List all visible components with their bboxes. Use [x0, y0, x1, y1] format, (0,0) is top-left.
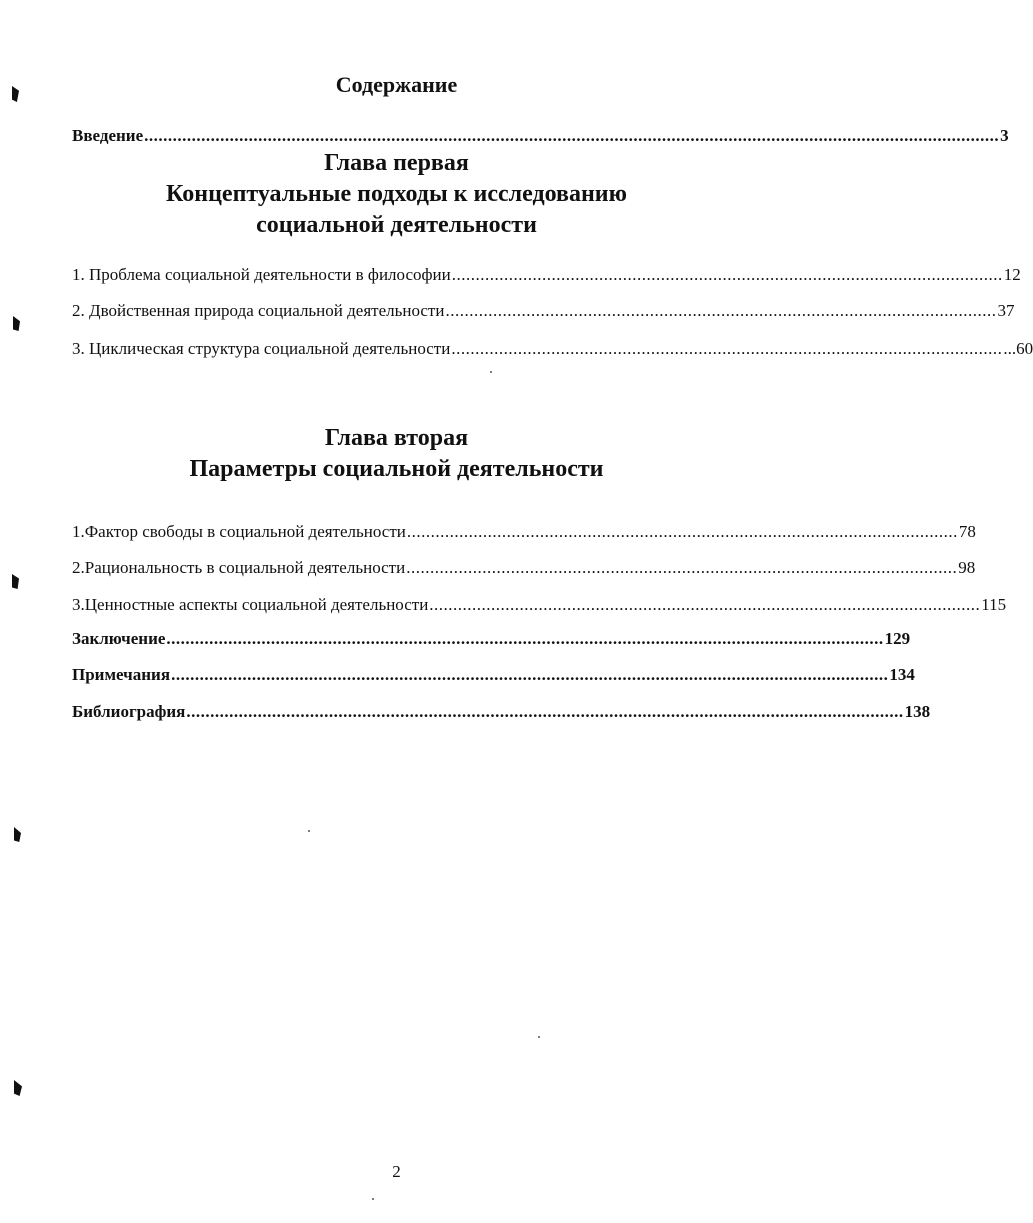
toc-entry-label: Библиография [72, 702, 186, 721]
toc-entry-label: Введение [72, 126, 144, 145]
dot-leader: .................................................................................................................... [451, 265, 1003, 284]
toc-entry-label: 3. Циклическая структура социальной деятельности [72, 339, 451, 358]
toc-entry-page: 12 [1003, 265, 1021, 284]
toc-entry[interactable] [72, 300, 1015, 322]
toc-entry-page: 98 [958, 558, 976, 577]
toc-entry-label: Примечания [72, 665, 171, 684]
toc-entry-label: 3.Ценностные аспекты социальной деятельности [72, 595, 429, 614]
chapter-heading-number: Глава вторая [324, 425, 469, 451]
dot-leader: ....................................................................................................................................................... [186, 702, 904, 721]
toc-entry-page: 37 [997, 301, 1015, 320]
toc-entry-label: 1. Проблема социальной деятельности в философии [72, 265, 451, 284]
scan-speck [490, 371, 492, 373]
scan-mark [12, 574, 19, 589]
toc-entry[interactable] [72, 557, 976, 579]
toc-entry-page: 134 [889, 665, 915, 684]
toc-entry-label: 2.Рациональность в социальной деятельности [72, 558, 406, 577]
dot-leader: .................................................................................................................... [445, 301, 997, 320]
chapter-heading-title: Концептуальные подходы к исследованию [166, 181, 627, 207]
scan-mark [13, 316, 20, 331]
dot-leader: ....................................................................................................................................................... [171, 665, 889, 684]
toc-entry-intro[interactable] [72, 125, 1009, 147]
dot-leader: ....................................................................................................................................................... [166, 629, 884, 648]
toc-entry-conclusion[interactable] [72, 628, 911, 650]
toc-entry[interactable] [72, 338, 1033, 360]
toc-entry-page: 78 [958, 522, 976, 541]
toc-entry-label: Заключение [72, 629, 166, 648]
page-title: Содержание [335, 72, 458, 97]
dot-leader: .................................................................................................................... [406, 558, 958, 577]
dot-leader: .................................................................................................................... [429, 595, 981, 614]
dot-leader: .................................................................................................................................................................................... [144, 126, 1000, 145]
dot-leader: .................................................................................................................... [406, 522, 958, 541]
scan-speck [308, 830, 310, 832]
toc-entry-page: 138 [904, 702, 931, 721]
toc-entry[interactable] [72, 594, 1007, 616]
toc-entry-page: ...60 [1003, 339, 1033, 358]
page-number: 2 [392, 1162, 401, 1181]
toc-entry-notes[interactable] [72, 664, 915, 686]
toc-entry-page: 129 [884, 629, 911, 648]
dot-leader: .................................................................................................................... [451, 339, 1003, 358]
toc-entry-page: 115 [981, 595, 1007, 614]
chapter-heading-title: Параметры социальной деятельности [189, 456, 604, 482]
toc-entry[interactable] [72, 264, 1021, 286]
chapter-heading-number: Глава первая [324, 150, 469, 176]
toc-entry-label: 1.Фактор свободы в социальной деятельности [72, 522, 406, 541]
toc-entry[interactable] [72, 521, 976, 543]
scan-speck [372, 1198, 374, 1200]
toc-entry-bibliography[interactable] [72, 701, 931, 723]
toc-entry-label: 2. Двойственная природа социальной деятельности [72, 301, 445, 320]
chapter-heading-title: социальной деятельности [256, 212, 537, 238]
scan-mark [14, 1080, 22, 1096]
scan-mark [14, 827, 21, 842]
toc-entry-page: 3 [1000, 126, 1009, 145]
scan-speck [538, 1036, 540, 1038]
